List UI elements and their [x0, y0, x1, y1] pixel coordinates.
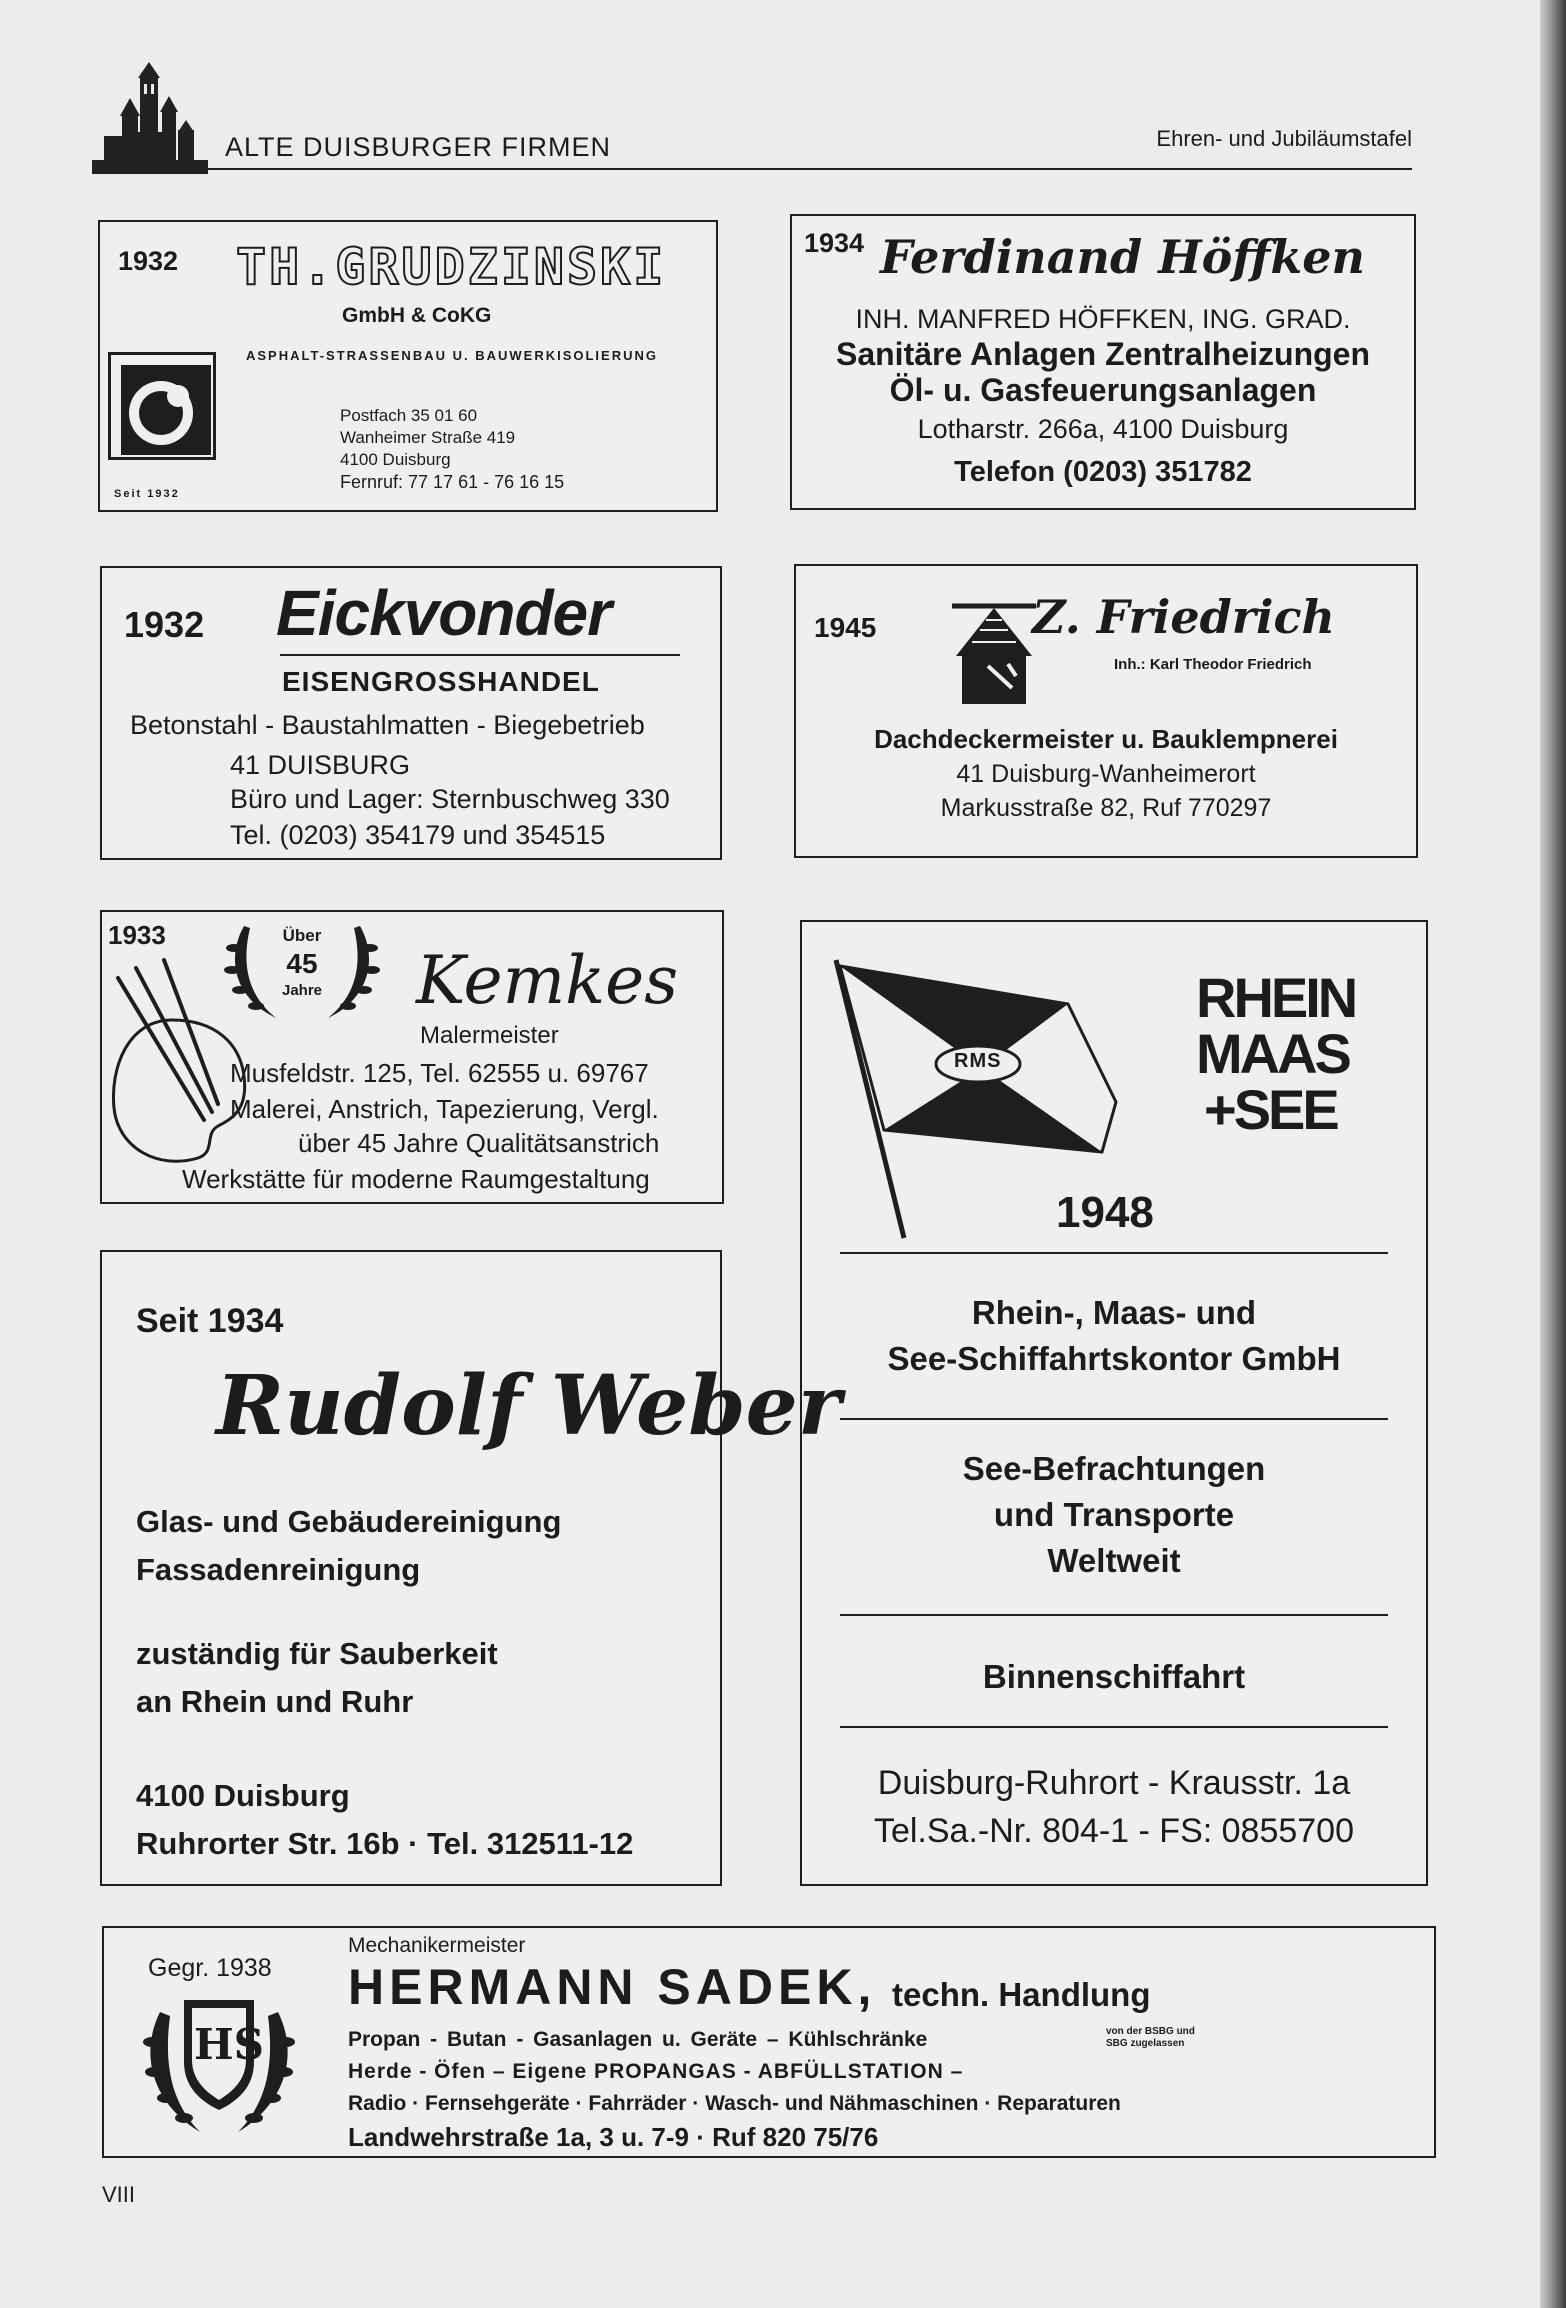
sadek-approval-1: von der BSBG und [1106, 2026, 1195, 2037]
sadek-trade: techn. Handlung [892, 1976, 1151, 2013]
rms-rule-1 [840, 1252, 1388, 1254]
hoeffken-address: Lotharstr. 266a, 4100 Duisburg [917, 414, 1289, 444]
sadek-logo-letters: HS [194, 2020, 265, 2069]
rms-company-2: See-Schiffahrtskontor GmbH [887, 1340, 1341, 1377]
grudzinski-logo [108, 352, 216, 460]
page-edge [1540, 0, 1566, 2308]
weber-name: Rudolf Weber [216, 1358, 842, 1454]
ad-weber [100, 1250, 842, 1886]
sadek-line-3: Radio · Fernsehgeräte · Fahrräder · Wasch- und Nähmaschinen · Reparaturen [348, 2092, 1121, 2115]
ad-friedrich [794, 564, 1418, 858]
grudzinski-phone: Fernruf: 77 17 61 - 76 16 15 [340, 472, 565, 492]
weber-address: Ruhrorter Str. 16b · Tel. 312511-12 [136, 1826, 634, 1861]
rms-services-1: See-Befrachtungen [962, 1450, 1266, 1487]
hoeffken-year: 1934 [804, 228, 865, 258]
rms-year: 1948 [1056, 1188, 1154, 1237]
friedrich-name: Z. Friedrich [1032, 590, 1335, 644]
eickvonder-year: 1932 [124, 604, 205, 645]
grudzinski-legal: GmbH & CoKG [342, 304, 492, 327]
sadek-approval-2: SBG zugelassen [1106, 2038, 1185, 2049]
kemkes-services: Malerei, Anstrich, Tapezierung, Vergl. [230, 1094, 659, 1124]
cathedral-icon [92, 62, 208, 182]
sadek-crest-icon [140, 1992, 298, 2148]
sadek-name: HERMANN SADEK, [348, 1959, 877, 2015]
eickvonder-office: Büro und Lager: Sternbuschweg 330 [230, 784, 670, 814]
roofer-house-icon [952, 602, 1036, 706]
weber-service-1: Glas- und Gebäudereinigung [136, 1504, 562, 1539]
kemkes-title: Malermeister [420, 1022, 559, 1049]
rms-services-2: und Transporte [993, 1496, 1235, 1533]
hoeffken-phone: Telefon (0203) 351782 [954, 456, 1252, 488]
sadek-line-1: Propan - Butan - Gasanlagen u. Geräte – Kühlschränke [348, 2028, 928, 2051]
hoeffken-name: Ferdinand Höffken [880, 230, 1365, 284]
eickvonder-name: Eickvonder [276, 577, 612, 649]
kemkes-badge-bottom: Jahre [281, 982, 323, 999]
eickvonder-city: 41 DUISBURG [230, 750, 411, 780]
kemkes-name: Kemkes [416, 942, 679, 1019]
rms-rule-4 [840, 1726, 1388, 1728]
weber-city: 4100 Duisburg [136, 1778, 350, 1813]
eickvonder-rule [280, 654, 680, 656]
weber-claim-1: zuständig für Sauberkeit [136, 1636, 498, 1671]
ad-sadek [102, 1926, 1436, 2158]
friedrich-owner: Inh.: Karl Theodor Friedrich [1114, 656, 1312, 673]
friedrich-year: 1945 [814, 612, 877, 643]
weber-since: Seit 1934 [136, 1302, 284, 1340]
ad-eickvonder [100, 566, 722, 860]
sadek-address: Landwehrstraße 1a, 3 u. 7-9 · Ruf 820 75/76 [348, 2122, 879, 2152]
kemkes-badge-number: 45 [286, 948, 318, 979]
rms-phone: Tel.Sa.-Nr. 804-1 - FS: 0855700 [873, 1812, 1355, 1850]
page-number: VIII [102, 2182, 136, 2207]
friedrich-trade: Dachdeckermeister u. Bauklempnerei [874, 724, 1338, 754]
grudzinski-business: ASPHALT-STRASSENBAU U. BAUWERKISOLIERUNG [246, 348, 658, 363]
sadek-title: Mechanikermeister [348, 1934, 526, 1957]
hoeffken-line1: Sanitäre Anlagen Zentralheizungen [835, 336, 1370, 372]
ad-rms [800, 920, 1428, 1886]
grudzinski-address-3: 4100 Duisburg [340, 450, 451, 469]
kemkes-badge-top: Über [282, 926, 322, 945]
friedrich-city: 41 Duisburg-Wanheimerort [956, 760, 1256, 788]
grudzinski-address-2: Wanheimer Straße 419 [340, 428, 516, 447]
friedrich-address: Markusstraße 82, Ruf 770297 [940, 794, 1272, 822]
weber-service-2: Fassadenreinigung [136, 1552, 421, 1587]
rms-flag-text: RMS [954, 1050, 1002, 1072]
sadek-founded: Gegr. 1938 [148, 1954, 272, 1982]
rms-inland: Binnenschiffahrt [982, 1658, 1246, 1695]
rms-brand-3: +SEE [1204, 1078, 1337, 1141]
ad-kemkes [100, 910, 724, 1204]
eickvonder-products: Betonstahl - Baustahlmatten - Biegebetrieb [130, 710, 645, 740]
eickvonder-phone: Tel. (0203) 354179 und 354515 [230, 820, 606, 850]
rms-address: Duisburg-Ruhrort - Krausstr. 1a [877, 1764, 1351, 1802]
grudzinski-year: 1932 [118, 246, 179, 276]
grudzinski-name: TH.GRUDZINSKI [236, 238, 667, 296]
kemkes-quality: über 45 Jahre Qualitätsanstrich [298, 1128, 660, 1158]
grudzinski-logo-caption: Seit 1932 [114, 488, 180, 500]
hoeffken-line2: Öl- u. Gasfeuerungsanlagen [889, 372, 1317, 408]
rms-rule-2 [840, 1418, 1388, 1420]
ad-grudzinski [98, 220, 718, 512]
kemkes-workshop: Werkstätte für moderne Raumgestaltung [182, 1164, 650, 1194]
rms-rule-3 [840, 1614, 1388, 1616]
weber-claim-2: an Rhein und Ruhr [136, 1684, 414, 1719]
rms-brand-1: RHEIN [1196, 966, 1356, 1029]
rms-company-1: Rhein-, Maas- und [971, 1294, 1257, 1331]
sadek-line-2: Herde - Öfen – Eigene PROPANGAS - ABFÜLLSTATION – [348, 2060, 964, 2083]
kemkes-year: 1933 [108, 920, 166, 950]
hoeffken-owner: INH. MANFRED HÖFFKEN, ING. GRAD. [855, 304, 1351, 334]
grudzinski-address-1: Postfach 35 01 60 [340, 406, 478, 425]
rms-brand-2: MAAS [1196, 1022, 1349, 1085]
kemkes-address: Musfeldstr. 125, Tel. 62555 u. 69767 [230, 1058, 649, 1088]
page-header-title: ALTE DUISBURGER FIRMEN [225, 132, 612, 162]
eickvonder-business: EISENGROSSHANDEL [282, 666, 600, 697]
ad-hoeffken [790, 214, 1416, 510]
header-rule [208, 168, 1412, 170]
rms-services-3: Weltweit [1047, 1542, 1181, 1579]
page-header-right: Ehren- und Jubiläumstafel [1156, 126, 1412, 151]
